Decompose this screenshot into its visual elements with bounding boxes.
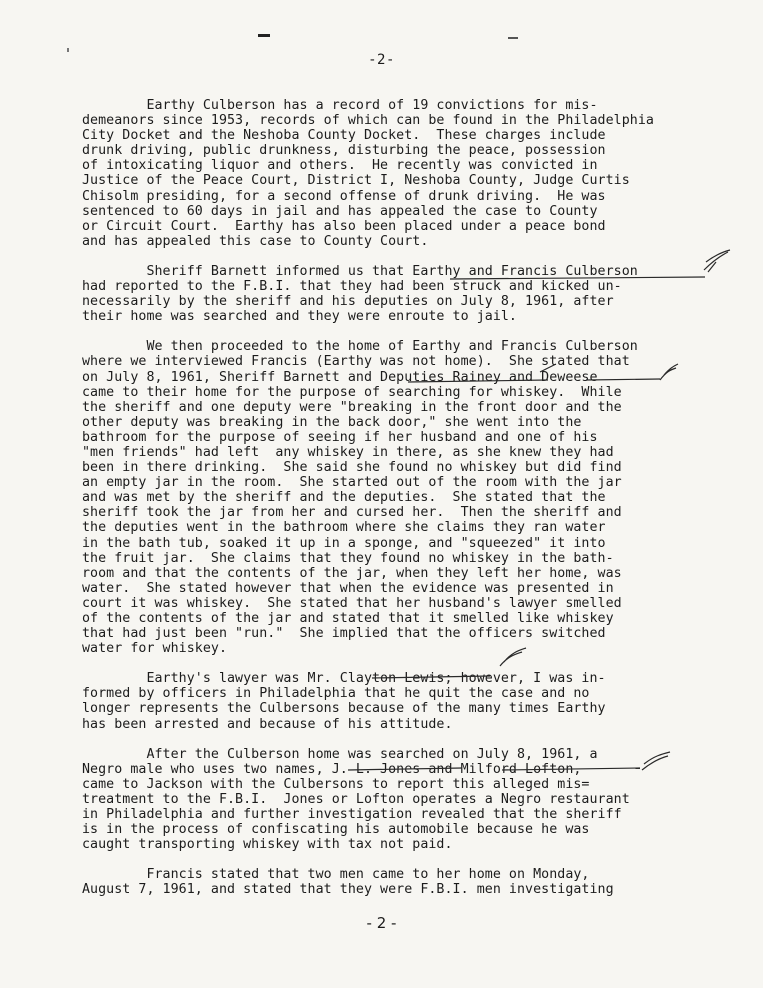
page-number-top: -2-	[368, 52, 395, 68]
paragraph-fbi-visit: Francis stated that two men came to her home on Monday, August 7, 1961, and stated that they were F.B.I. men investigating	[82, 867, 614, 898]
paragraph-interview: We then proceeded to the home of Earthy and Francis Culberson where we interviewed Francis (Earthy was not home). She stated that on July 8, 1961, Sheriff Barnett and Deputies Rainey and Deweese came to their home for the purpose of searching for whiskey. While the sheriff and one deputy were "breaking in the front door and the other deputy was breaking in the back door," she went into the bathroom for the purpose of seeing if her husband and one of his "men friends" had left any whiskey in there, as she knew they had been in there drinking. She said she found no whiskey but did find an empty jar in the room. She started out of the room with the jar and was met by the sheriff and the deputies. She stated that the sheriff took the jar from her and cursed her. Then the sheriff and the deputies went in the bathroom where she claims they ran water in the bath tub, soaked it up in a sponge, and "squeezed" it into the fruit jar. She claims that they found no whiskey in the bath- room and that the contents of the jar, when they left her home, was water. She stated however that when the evidence was presented in court it was whiskey. She stated that her husband's lawyer smelled of the contents of the jar and stated that it smelled like whiskey that had just been "run." She implied that the officers switched water for whiskey.	[82, 339, 638, 657]
paragraph-sheriff-report: Sheriff Barnett informed us that Earthy and Francis Culberson had reported to the F.B.I. that they had been struck and kicked un- necessarily by the sheriff and his deputies on July 8, 1961, after their home was searched and they were enroute to jail.	[82, 263, 638, 325]
paragraph-lawyer: Earthy's lawyer was Mr. Clayton Lewis; however, I was in- formed by officers in Philadelphia that he quit the case and no longer represents the Culbersons because of the many times Earthy has been arrested and because of his attitude.	[82, 671, 606, 732]
memo-body	[82, 98, 732, 898]
paragraph-criminal-record: Earthy Culberson has a record of 19 convictions for mis- demeanors since 1953, records of which can be found in the Philadelphia City Docket and the Neshoba County Docket. These charges include drunk driving, public drunkness, disturbing the peace, possession of intoxicating liquor and others. He recently was convicted in Justice of the Peace Court, District I, Neshoba County, Judge Curtis Chisolm presiding, for a second offense of drunk driving. He was sentenced to 60 days in jail and has appealed the case to County or Circuit Court. Earthy has also been placed under a peace bond and has appealed this case to County Court.	[82, 98, 654, 249]
page-number-bottom: - 2 -	[366, 914, 397, 932]
paragraph-complaint: After the Culberson home was searched on July 8, 1961, a Negro male who uses two names, J. L. Jones and Milford Lofton, came to Jackson with the Culbersons to report this alleged mis= treatment to the F.B.I. Jones or Lofton operates a Negro restaurant in Philadelphia and further investigation revealed that the sheriff is in the process of confiscating his automobile because he was caught transporting whiskey with tax not paid.	[82, 746, 630, 853]
